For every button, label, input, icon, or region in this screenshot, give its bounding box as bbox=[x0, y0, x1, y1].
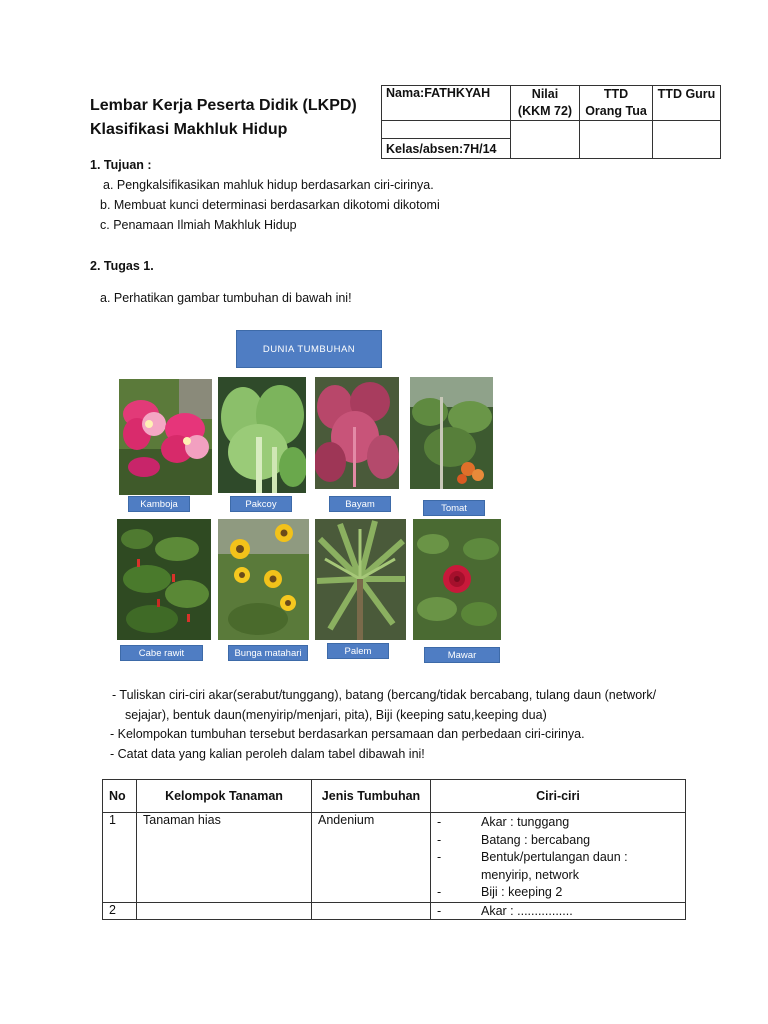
tujuan-item-a: a. Pengkalsifikasikan mahluk hidup berdasarkan ciri-cirinya. bbox=[103, 178, 434, 192]
parent-signature-value-cell bbox=[580, 121, 653, 159]
parent-signature-header-cell bbox=[580, 86, 653, 121]
dash: - bbox=[437, 850, 442, 864]
table-row bbox=[103, 813, 686, 903]
pakcoy-photo bbox=[218, 377, 306, 493]
label-kamboja: Kamboja bbox=[128, 496, 190, 512]
label-palem: Palem bbox=[327, 643, 389, 659]
ciri-line bbox=[437, 884, 679, 902]
instruction-line-3: - Kelompokan tumbuhan tersebut berdasarkan persamaan dan perbedaan ciri-cirinya. bbox=[110, 727, 585, 741]
bayam-photo bbox=[315, 377, 399, 489]
score-header-line1: Nilai bbox=[531, 87, 559, 101]
label-bunga-matahari: Bunga matahari bbox=[228, 645, 308, 661]
worksheet-subtitle: Klasifikasi Makhluk Hidup bbox=[90, 121, 288, 138]
palm-icon bbox=[315, 519, 406, 640]
tugas-heading: 2. Tugas 1. bbox=[90, 259, 154, 273]
score-value-cell bbox=[511, 121, 580, 159]
frangipani-flower-icon bbox=[119, 379, 212, 495]
parent-signature-line2: Orang Tua bbox=[585, 104, 647, 118]
row1-jenis: Andenium bbox=[312, 813, 431, 903]
ciri-text: menyirip, network bbox=[481, 867, 579, 882]
ciri-text: Akar : ................ bbox=[481, 903, 573, 918]
header-kelompok: Kelompok Tanaman bbox=[137, 780, 312, 813]
header-no: No bbox=[103, 780, 137, 813]
dash: - bbox=[437, 815, 442, 829]
blank-cell bbox=[382, 121, 511, 139]
dash: - bbox=[437, 832, 442, 847]
score-header-line2: (KKM 72) bbox=[517, 104, 573, 118]
mawar-photo bbox=[413, 519, 501, 640]
label-bayam: Bayam bbox=[329, 496, 391, 512]
dash: - bbox=[437, 903, 442, 918]
row2-no: 2 bbox=[103, 902, 137, 919]
row2-jenis bbox=[312, 902, 431, 919]
class-number-cell: Kelas/absen:7H/14 bbox=[382, 139, 511, 159]
worksheet-title: Lembar Kerja Peserta Didik (LKPD) bbox=[90, 97, 357, 114]
ciri-line bbox=[437, 903, 679, 919]
ciri-text: Biji : keeping 2 bbox=[481, 885, 563, 899]
rose-icon bbox=[413, 519, 501, 640]
cabe-rawit-photo bbox=[117, 519, 211, 640]
row1-ciri bbox=[431, 813, 686, 903]
instruction-line-4: - Catat data yang kalian peroleh dalam tabel dibawah ini! bbox=[110, 747, 425, 761]
row1-kelompok: Tanaman hias bbox=[137, 813, 312, 903]
diagram-banner: DUNIA TUMBUHAN bbox=[236, 330, 382, 368]
student-name-cell: Nama:FATHKYAH bbox=[382, 86, 511, 121]
teacher-signature-value-cell bbox=[653, 121, 721, 159]
ciri-line bbox=[437, 832, 679, 850]
score-header-cell bbox=[511, 86, 580, 121]
kamboja-photo bbox=[119, 379, 212, 495]
red-spinach-icon bbox=[315, 377, 399, 489]
ciri-line bbox=[437, 849, 679, 867]
header-jenis: Jenis Tumbuhan bbox=[312, 780, 431, 813]
sunflower-icon bbox=[218, 519, 309, 640]
row2-ciri bbox=[431, 902, 686, 919]
row1-no: 1 bbox=[103, 813, 137, 903]
bunga-matahari-photo bbox=[218, 519, 309, 640]
tujuan-item-b: b. Membuat kunci determinasi berdasarkan dikotomi dikotomi bbox=[100, 198, 440, 212]
classification-table bbox=[102, 779, 686, 920]
ciri-line bbox=[437, 867, 679, 885]
ciri-text: Akar : tunggang bbox=[481, 815, 570, 829]
palem-photo bbox=[315, 519, 406, 640]
label-pakcoy: Pakcoy bbox=[230, 496, 292, 512]
label-mawar: Mawar bbox=[424, 647, 500, 663]
ciri-line bbox=[437, 814, 679, 832]
tujuan-heading: 1. Tujuan : bbox=[90, 158, 152, 172]
instruction-line-1: - Tuliskan ciri-ciri akar(serabut/tunggang), batang (bercang/tidak bercabang, tulang daun (network/ bbox=[112, 688, 657, 702]
label-cabe-rawit: Cabe rawit bbox=[120, 645, 203, 661]
student-info-table bbox=[381, 85, 721, 159]
teacher-signature-header-cell: TTD Guru bbox=[653, 86, 721, 121]
pakchoi-leaves-icon bbox=[218, 377, 306, 493]
row2-kelompok bbox=[137, 902, 312, 919]
dash: - bbox=[437, 885, 442, 899]
instruction-line-2: sejajar), bentuk daun(menyirip/menjari, pita), Biji (keeping satu,keeping dua) bbox=[125, 708, 547, 722]
parent-signature-line1: TTD bbox=[603, 87, 629, 101]
ciri-text: Bentuk/pertulangan daun : bbox=[481, 850, 628, 864]
tomat-photo bbox=[410, 377, 493, 489]
ciri-text: Batang : bercabang bbox=[481, 832, 591, 847]
chili-plant-icon bbox=[117, 519, 211, 640]
tomato-plant-icon bbox=[410, 377, 493, 489]
tujuan-item-c: c. Penamaan Ilmiah Makhluk Hidup bbox=[100, 218, 297, 232]
table-row bbox=[103, 902, 686, 919]
tugas-instruction: a. Perhatikan gambar tumbuhan di bawah ini! bbox=[100, 291, 352, 305]
label-tomat: Tomat bbox=[423, 500, 485, 516]
header-ciri: Ciri-ciri bbox=[431, 780, 686, 813]
